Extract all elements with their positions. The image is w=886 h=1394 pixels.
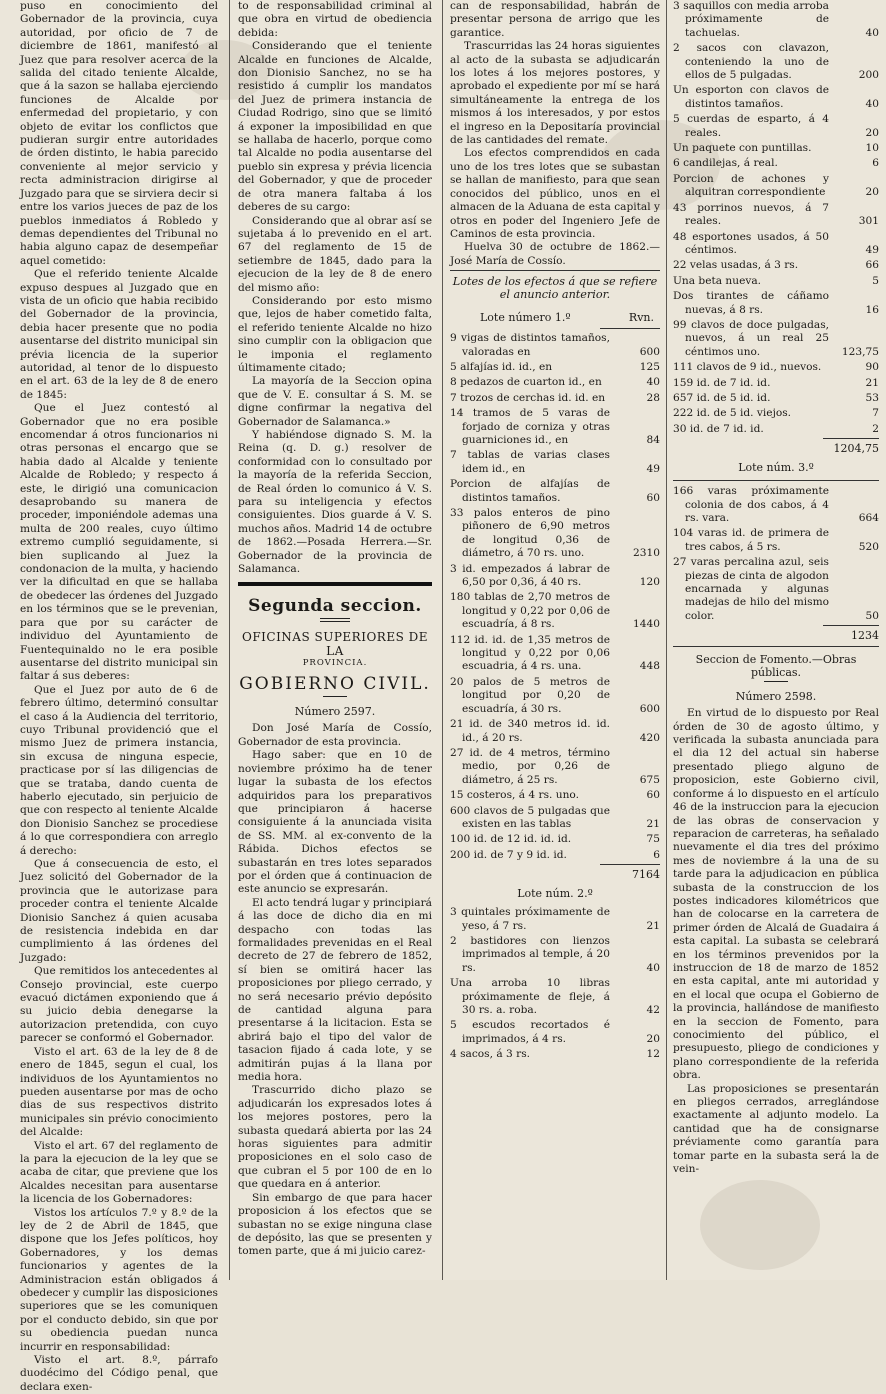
- c4-paragraph: En virtud de lo dispuesto por Real órden de 30 de agosto último, y verificada la subasta anunciada para el dia 12 del actual sin haberse presentado pliego alguno de proposicion, este Gobierno civil, conforme á lo dispuesto en el artículo 46 de la instruccion para la ejecucion de las obras de conservacion y reparacion de carreteras, ha señalado nuevamente el dia tres del próximo mes de noviembre á la una de su tarde para la adjudicacion en pública subasta de la construccion de los postes indicadores kilométricos que han de colocarse en la carretera de primer órden de Alcalá de Guadaira á esta capital. La subasta se celebrará en los términos prevenidos por la instruccion de 18 de marzo de 1852 en esta capital, ante mi autoridad y en el local que ocupa el Gobierno de la provincia, hallándose de manifiesto en la seccion de Fomento, para conocimiento del público, el presupuesto, pliego de condiciones y plano correspondiente de la referida obra.: [673, 707, 879, 1082]
- line-item: [673, 392, 879, 405]
- item-amount: 42: [646, 1004, 660, 1016]
- item-description: 33 palos enteros de pino piñonero de 6,90 metros de longitud 0,36 de diámetro, á 70 rs. uno.: [450, 507, 610, 560]
- item-amount: 125: [639, 360, 660, 373]
- item-description: 48 esportones usados, á 50 céntimos.: [673, 230, 829, 256]
- item-description: 159 id. de 7 id. id.: [673, 376, 771, 389]
- c4-paragraph: Las proposiciones se presentarán en pliegos cerrados, arreglándose exactamente al adjunto modelo. La cantidad que ha de consignarse préviamente como garantía para tomar parte en la subasta será la de vein-: [673, 1082, 879, 1176]
- item-amount: 420: [639, 731, 660, 744]
- line-item: [450, 376, 660, 389]
- item-description: 3 saquillos con media arroba próximamente de tachuelas.: [673, 0, 829, 39]
- item-amount: 40: [865, 26, 879, 39]
- item-amount: 20: [865, 186, 879, 199]
- item-description: 222 id. de 5 id. viejos.: [673, 407, 792, 420]
- line-item: [673, 527, 879, 554]
- c2-paragraph: Hago saber: que en 10 de noviembre próximo ha de tener lugar la subasta de los efectos adquiridos para los preparativos que principiaron á hacerse consiguiente á la anunciada visita de SS. MM. al ex-convento de la Rábida. Dichos efectos se subastarán en tres lotes separados por el órden que á continuacion de este anuncio se expresarán.: [238, 749, 432, 896]
- section-title: Segunda seccion.: [248, 596, 422, 617]
- divider: [673, 480, 879, 481]
- lote-2-label: Lote núm. 2.º: [517, 887, 593, 901]
- item-amount: 12: [646, 1048, 660, 1061]
- item-amount: 21: [646, 817, 660, 830]
- item-description: 21 id. de 340 metros id. id. id., á 20 rs.: [450, 718, 610, 744]
- line-item: [450, 361, 660, 374]
- item-description: 7 tablas de varias clases idem id., en: [450, 449, 610, 475]
- line-item: [450, 676, 660, 716]
- item-description: Una arroba 10 libras próximamente de fleje, á 30 rs. a. roba.: [450, 977, 610, 1016]
- item-amount: 84: [646, 433, 660, 446]
- line-item: [673, 319, 879, 359]
- line-item: [450, 449, 660, 476]
- item-description: 2 sacos con clavazon, conteniendo la uno de ellos de 5 pulgadas.: [673, 42, 829, 82]
- item-description: 5 escudos recortados é imprimados, á 4 rs.: [450, 1019, 610, 1045]
- item-amount: 120: [639, 576, 660, 589]
- item-description: 111 clavos de 9 id., nuevos.: [673, 361, 822, 374]
- item-amount: 600: [639, 345, 660, 358]
- divider: [600, 328, 660, 329]
- item-description: 27 varas percalina azul, seis piezas de cinta de algodon encarnada y algunas madejas de hilo del mismo color.: [673, 556, 829, 622]
- double-rule: [320, 618, 350, 622]
- item-amount: 5: [872, 274, 879, 287]
- item-amount: 664: [858, 512, 879, 524]
- office-subtitle: PROVINCIA.: [302, 658, 368, 669]
- short-rule: [323, 696, 347, 697]
- item-amount: 20: [865, 126, 879, 139]
- column-2: [238, 0, 432, 1280]
- line-item: [673, 377, 879, 390]
- divider: [600, 864, 660, 865]
- column-1: [20, 0, 218, 1393]
- line-item: [673, 259, 879, 272]
- line-item: [450, 1048, 660, 1061]
- notice-number: Número 2597.: [294, 705, 376, 719]
- item-description: 6 candilejas, á real.: [673, 157, 778, 170]
- divider: [823, 438, 879, 439]
- item-amount: 301: [858, 215, 879, 228]
- item-description: 200 id. de 7 y 9 id. id.: [450, 848, 567, 861]
- c2-paragraph: Don José María de Cossío, Gobernador de esta provincia.: [238, 722, 432, 748]
- line-item: [450, 591, 660, 631]
- c2-paragraph: Considerando que el teniente Alcalde en funciones de Alcalde, don Dionisio Sanchez, no se ha resistido á cumplir los mandatos del Juez de primera instancia de Ciudad Rodrigo, sino que se limitó á exponer la imposibilidad en que se hallaba de hacerlo, porque como tal Alcalde no podia ausentarse del pueblo sin expresa y prévia licencia del Gobernador, y que de proceder de otra manera faltaba á los deberes de su cargo:: [238, 40, 432, 214]
- item-description: Una beta nueva.: [673, 274, 762, 287]
- item-amount: 40: [646, 961, 660, 974]
- item-amount: 6: [653, 848, 660, 861]
- item-amount: 60: [646, 789, 660, 802]
- c1-paragraph: Visto el art. 8.º, párrafo duodécimo del Código penal, que declara exen-: [20, 1354, 218, 1393]
- c3-paragraph: Huelva 30 de octubre de 1862.—José María de Cossío.: [450, 241, 660, 267]
- item-description: 7 trozos de cerchas id. id. en: [450, 391, 606, 404]
- line-item: [673, 556, 879, 623]
- lote-3-label: Lote núm. 3.º: [738, 461, 814, 475]
- item-description: 5 cuerdas de esparto, á 4 reales.: [673, 113, 829, 139]
- line-item: [450, 1019, 660, 1046]
- item-amount: 7: [872, 407, 879, 420]
- column-4: [673, 0, 879, 1280]
- item-amount: 21: [646, 919, 660, 932]
- line-item: [673, 84, 879, 111]
- column-3: [450, 0, 660, 1280]
- item-amount: 10: [865, 142, 879, 155]
- item-amount: 123,75: [841, 345, 879, 358]
- c1-paragraph: puso en conocimiento del Gobernador de la provincia, cuya autoridad, por oficio de 7 de diciembre de 1861, manifestó al Juez que para resolver acerca de la salida del citado teniente Alcalde, que á la sazon se hallaba ejerciendo funciones de Alcalde por enfermedad del propietario, y con objeto de evitar los conflictos que pudieran surgir entre autoridades de órden distinto, le habia parecido conveniente al mejor servicio y recta administracion dirigirse al Juzgado para que se sirviera decir si entre los varios jueces de paz de los pueblos inmediatos á Robledo y demas dependientes del Tribunal no habia alguno capaz de desempeñar aquel cometido:: [20, 0, 218, 267]
- lotes-title: Lotes de los efectos á que se refiere el anuncio anterior.: [452, 275, 658, 302]
- c1-paragraph: Visto el art. 67 del reglamento de la para la ejecucion de la ley que se acaba de citar, que previene que los Alcaldes necesitan para ausentarse la licencia de los Gobernadores:: [20, 1139, 218, 1206]
- item-description: 112 id. id. de 1,35 metros de longitud y 0,22 por 0,06 escuadria, á 4 rs. una.: [450, 633, 610, 673]
- c2-paragraph: El acto tendrá lugar y principiará á las doce de dicho dia en mi despacho con todas las formalidades prevenidas en el Real decreto de 27 de febrero de 1852, sí bien se omitirá hacer las proposiciones por pliego cerrado, y no será necesario prévio depósito de cantidad alguna para presentarse á la licitacion. Esta se abrirá bajo el tipo del valor de tasacion fijado á cada lote, y se admitirán pujas á la llana por media hora.: [238, 896, 432, 1084]
- c1-paragraph: Que á consecuencia de esto, el Juez solicitó del Gobernador de la provincia que le autorizase para proceder contra el teniente Alcalde Dionisio Sanchez á quien acusaba de resistencia indebida en dar cumplimiento á las órdenes del Juzgado:: [20, 858, 218, 964]
- item-amount: 49: [865, 243, 879, 256]
- line-item: [450, 789, 660, 802]
- c3-paragraph: Los efectos comprendidos en cada uno de los tres lotes que se subastan se hallan de manifiesto, para que sean conocidos del público, unos en el almacen de la Aduana de esta capital y otros en poder del Ingeniero Jefe de Caminos de esta provincia.: [450, 147, 660, 240]
- item-description: 104 varas id. de primera de tres cabos, á 5 rs.: [673, 527, 829, 553]
- c2-paragraph: La mayoría de la Seccion opina que de V. E. consultar á S. M. se digne confirmar la negativa del Gobernador de Salamanca.»: [238, 375, 432, 428]
- rvn-label: Rvn.: [628, 311, 654, 325]
- line-item: [673, 423, 879, 436]
- line-item: [673, 157, 879, 170]
- lote-2-continued-list: [673, 0, 879, 436]
- c2-paragraph: Trascurrido dicho plazo se adjudicarán los expresados lotes á los mejores postores, pero la subasta quedará abierta por las 24 horas siguientes para admitir proposiciones en el solo caso de que cubran el 5 por 100 de en lo que quedara en á anterior.: [238, 1084, 432, 1191]
- line-item: [450, 849, 660, 862]
- line-item: [450, 407, 660, 447]
- line-item: [450, 478, 660, 505]
- item-amount: 60: [646, 491, 660, 504]
- item-description: 3 quintales próximamente de yeso, á 7 rs.: [450, 906, 610, 932]
- short-rule: [764, 681, 788, 682]
- item-description: 180 tablas de 2,70 metros de longitud y 0,22 por 0,06 de escuadría, á 8 rs.: [450, 591, 610, 631]
- lote-2-total: 1204,75: [833, 442, 879, 456]
- line-item: [673, 231, 879, 258]
- section-divider: [238, 582, 432, 586]
- line-item: [450, 833, 660, 846]
- item-description: 657 id. de 5 id. id.: [673, 391, 771, 404]
- item-amount: 53: [865, 391, 879, 404]
- item-amount: 6: [872, 157, 879, 170]
- line-item: [673, 361, 879, 374]
- item-description: Un paquete con puntillas.: [673, 142, 812, 155]
- line-item: [450, 977, 660, 1017]
- item-description: 2 bastidores con lienzos imprimados al temple, á 20 rs.: [450, 934, 610, 974]
- item-description: 5 alfajías id. id., en: [450, 360, 553, 373]
- item-description: 27 id. de 4 metros, término medio, por 0,26 de diámetro, á 25 rs.: [450, 746, 610, 786]
- line-item: [673, 202, 879, 229]
- item-description: 30 id. de 7 id. id.: [673, 422, 764, 435]
- item-amount: 600: [639, 702, 660, 715]
- item-description: 22 velas usadas, á 3 rs.: [673, 259, 799, 272]
- item-description: Un esporton con clavos de distintos tamaños.: [673, 84, 829, 110]
- item-amount: 75: [646, 833, 660, 846]
- item-amount: 2: [872, 422, 879, 435]
- item-description: Porcion de achones y alquitran correspondiente: [673, 172, 829, 199]
- c3-paragraph: can de responsabilidad, habrán de presentar persona de arrigo que les garantice.: [450, 0, 660, 39]
- item-amount: 675: [639, 773, 660, 786]
- notice-number: Número 2598.: [735, 690, 817, 704]
- item-description: 166 varas próximamente colonia de dos cabos, á 4 rs. vara.: [673, 485, 829, 524]
- line-item: [450, 718, 660, 745]
- office-title: OFICINAS SUPERIORES DE LA: [241, 630, 429, 659]
- item-amount: 49: [646, 462, 660, 475]
- line-item: [673, 113, 879, 140]
- c1-paragraph: Que remitidos los antecedentes al Consejo provincial, este cuerpo evacuó dictámen exponiendo que á su juicio debia denegarse la autorizacion pretendida, con cuyo parecer se conformó el Gobernador.: [20, 965, 218, 1045]
- item-description: Porcion de alfajías de distintos tamaños.: [450, 478, 610, 504]
- item-amount: 2310: [633, 547, 660, 560]
- line-item: [673, 0, 879, 40]
- line-item: [673, 290, 879, 317]
- line-item: [450, 805, 660, 832]
- c2-paragraph: Sin embargo de que para hacer proposicion á los efectos que se subastan no se exige ninguna clase de depósito, las que se presenten y tomen parte, que á mi juicio carez-: [238, 1191, 432, 1258]
- line-item: [673, 407, 879, 420]
- line-item: [673, 42, 879, 82]
- item-description: 100 id. de 12 id. id. id.: [450, 833, 572, 846]
- lote-1-list: [450, 332, 660, 862]
- c1-paragraph: Vistos los artículos 7.º y 8.º de la ley de 2 de Abril de 1845, que dispone que los Jefes políticos, hoy Gobernadores, y los demas funcionarios y agentes de la Administracion están obligados á obedecer y cumplir las disposiciones superiores que se les comuniquen por el conducto debido, sin que por su obediencia puedan nunca incurrir en responsabilidad:: [20, 1206, 218, 1353]
- item-description: 9 vigas de distintos tamaños, valoradas en: [450, 332, 610, 358]
- lote-1-label: Lote número 1.º: [480, 311, 571, 325]
- c1-paragraph: Que el referido teniente Alcalde expuso despues al Juzgado que en vista de un oficio que habia recibido del Gobernador de la provincia, debia hacer presente que no podia ausentarse del distrito municipal sin prévia licencia de la superior autoridad, al tenor de lo dispuesto en el art. 63 de la ley de 8 de enero de 1845:: [20, 268, 218, 401]
- c1-paragraph: Que el Juez contestó al Gobernador que no era posible encomendar á otros funcionarios ni otras personas el encargo que se habia dado al Alcalde y teniente Alcalde de Robledo; y respecto á este, le dirigió una comunicacion desaprobando su manera de proceder, imponiéndole ademas una multa de 200 reales, cuyo último extremo cumplió seguidamente, si bien suplicando al Juez la condonacion de la multa, y haciendo ver la dificultad en que se hallaba de obedecer las órdenes del Juzgado en los términos que se le prevenian, para que por su carácter de individuo del Ayuntamiento de Fuentequinaldo no le era posible ausentarse del distrito municipal sin faltar á sus deberes:: [20, 402, 218, 683]
- c1-paragraph: Visto el art. 63 de la ley de 8 de enero de 1845, segun el cual, los individuos de los Ayuntamientos no pueden ausentarse por mas de ocho dias de sus respectivos distrito municipales sin prévio conocimiento del Alcalde:: [20, 1045, 218, 1139]
- line-item: [673, 485, 879, 525]
- gobierno-title: GOBIERNO CIVIL.: [239, 674, 431, 695]
- item-amount: 1440: [633, 618, 660, 631]
- item-amount: 40: [646, 376, 660, 389]
- lote-2-list: [450, 906, 660, 1061]
- item-amount: 200: [858, 69, 879, 82]
- divider: [450, 270, 660, 271]
- item-amount: 21: [865, 376, 879, 389]
- item-description: 99 clavos de doce pulgadas, nuevos, á un real 25 céntimos uno.: [673, 318, 829, 358]
- lote-3-total: 1234: [851, 629, 879, 643]
- lote-1-total: 7164: [632, 868, 660, 882]
- item-amount: 40: [865, 97, 879, 110]
- item-amount: 20: [646, 1032, 660, 1045]
- c2-paragraph: Considerando por esto mismo que, lejos de haber cometido falta, el referido teniente Alcalde no hizo sino cumplir con la obligacion que le imponia el reglamento últimamente citado;: [238, 294, 432, 374]
- line-item: [450, 507, 660, 561]
- item-description: 15 costeros, á 4 rs. uno.: [450, 789, 579, 802]
- item-amount: 28: [646, 391, 660, 404]
- line-item: [450, 563, 660, 590]
- line-item: [673, 142, 879, 155]
- line-item: [450, 906, 660, 933]
- lote-1-header: [450, 307, 660, 326]
- item-description: 4 sacos, á 3 rs.: [450, 1048, 531, 1061]
- c3-paragraph: Trascurridas las 24 horas siguientes al acto de la subasta se adjudicarán los lotes á los mejores postores, y aprobado el expediente por mí se hará simultáneamente la entrega de los mismos á los interesados, y por estos el ingreso en la Depositaría provincial de las cantidades del remate.: [450, 40, 660, 147]
- line-item: [450, 332, 660, 359]
- item-description: 20 palos de 5 metros de longitud por 0,20 de escuadría, á 30 rs.: [450, 675, 610, 715]
- c2-paragraph: to de responsabilidad criminal al que obra en virtud de obediencia debida:: [238, 0, 432, 39]
- fomento-section-title: Seccion de Fomento.—Obras públicas.: [695, 653, 857, 680]
- item-amount: 66: [865, 259, 879, 272]
- item-description: 43 porrinos nuevos, á 7 reales.: [673, 201, 829, 228]
- line-item: [450, 747, 660, 787]
- lote-3-list: [673, 485, 879, 623]
- item-description: Dos tirantes de cáñamo nuevas, á 8 rs.: [673, 290, 829, 316]
- item-amount: 50: [865, 609, 879, 622]
- item-description: 600 clavos de 5 pulgadas que existen en las tablas: [450, 804, 610, 830]
- item-description: 3 id. empezados á labrar de 6,50 por 0,36, á 40 rs.: [450, 562, 610, 589]
- c2-paragraph: Considerando que al obrar así se sujetaba á lo prevenido en el art. 67 del reglamento de 15 de setiembre de 1845, dado para la ejecucion de la ley de 8 de enero del mismo año:: [238, 214, 432, 294]
- item-amount: 16: [865, 303, 879, 316]
- divider: [673, 646, 879, 647]
- line-item: [673, 173, 879, 200]
- line-item: [450, 392, 660, 405]
- line-item: [450, 935, 660, 975]
- item-amount: 90: [865, 361, 879, 374]
- item-description: 14 tramos de 5 varas de forjado de corniza y otras guarniciones id., en: [450, 407, 610, 446]
- divider: [823, 625, 879, 626]
- c2-paragraph: Y habiéndose dignado S. M. la Reina (q. D. g.) resolver de conformidad con lo consultado por la mayoría de la referida Seccion, de Real órden lo comunico á V. S. para su inteligencia y efectos consiguientes. Dios guarde á V. S. muchos años. Madrid 14 de octubre de 1862.—Posada Herrera.—Sr. Gobernador de la provincia de Salamanca.: [238, 429, 432, 576]
- item-amount: 520: [858, 540, 879, 553]
- line-item: [673, 275, 879, 288]
- line-item: [450, 634, 660, 674]
- c1-paragraph: Que el Juez por auto de 6 de febrero último, determinó consultar el caso á la Audiencia del territorio, cuyo Tribunal providenció que el mismo Juez de primera instancia, sin excusa de ninguna especie, practicase por sí las diligencias de que se trataba, dando cuenta de haberlo ejecutado, sin perjuicio de que con respecto al teniente Alcalde don Dionisio Sanchez se procediese á lo que correspondiera con arreglo á derecho:: [20, 683, 218, 857]
- item-amount: 448: [639, 660, 660, 673]
- item-description: 8 pedazos de cuarton id., en: [450, 376, 602, 389]
